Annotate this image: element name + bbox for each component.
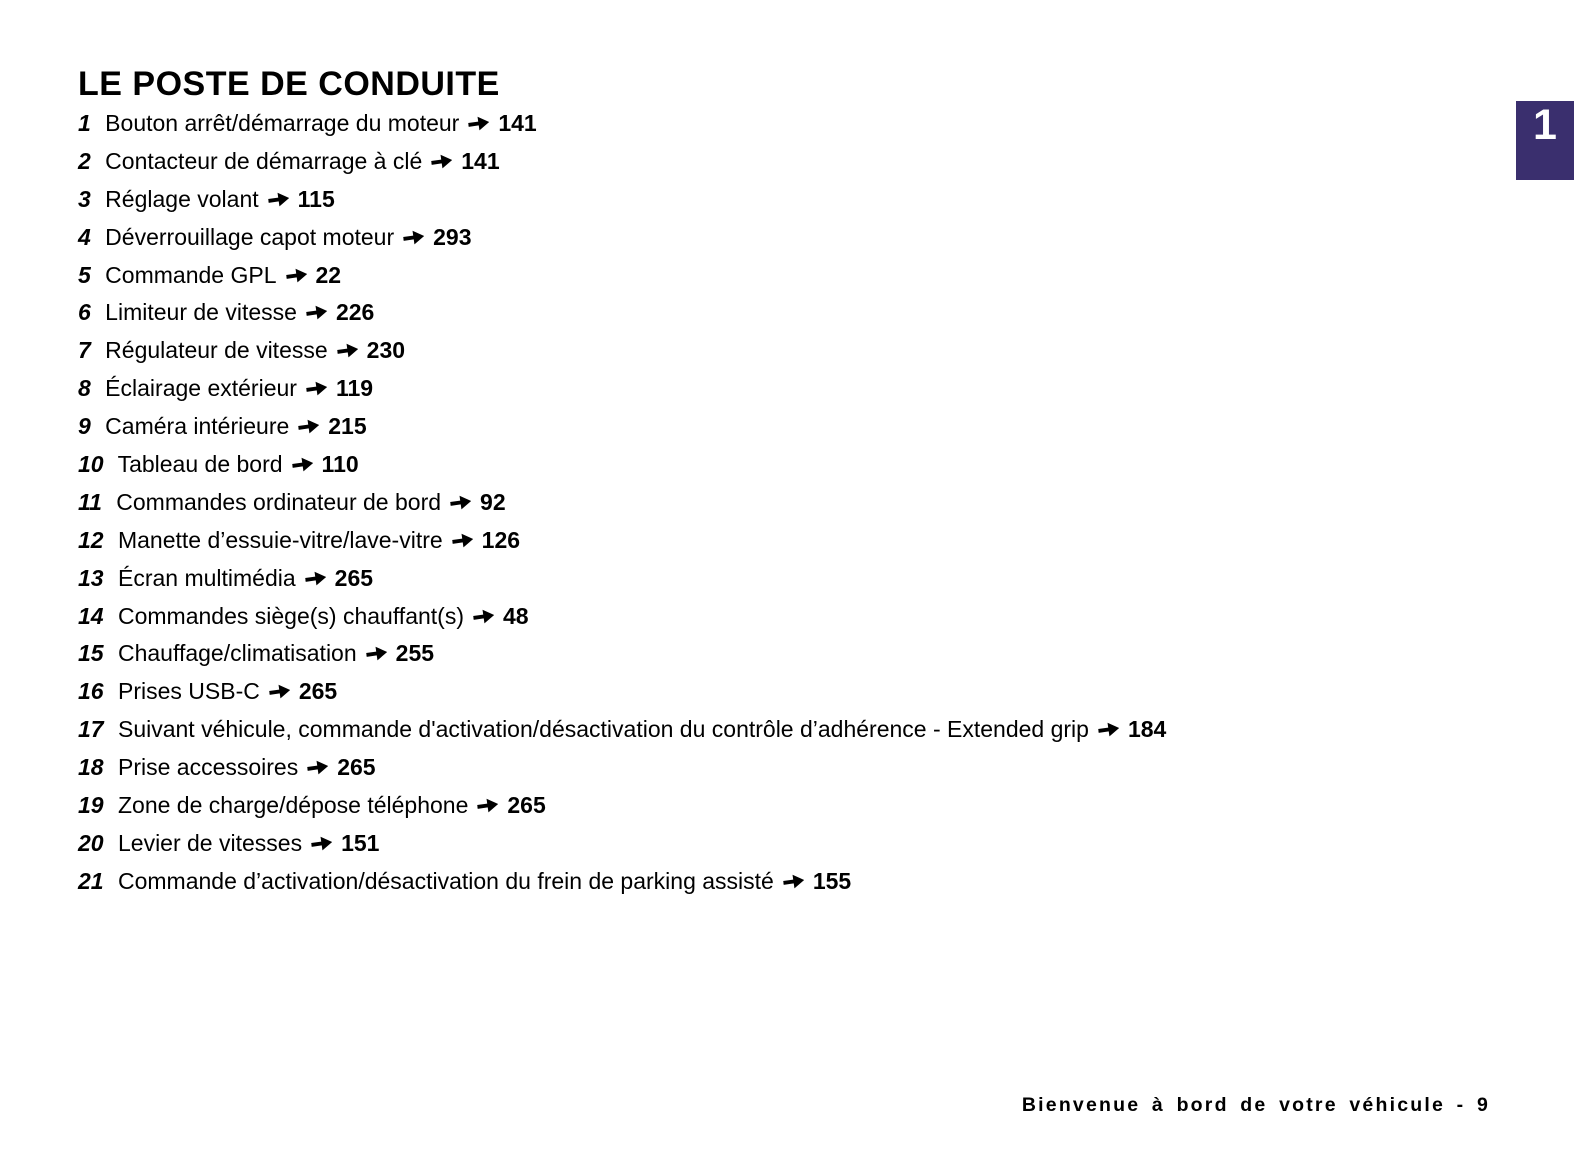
arrow-right-icon (476, 795, 499, 817)
item-number: 3 (78, 185, 91, 212)
list-item (78, 219, 1166, 257)
item-label: Manette d’essuie-vitre/lave-vitre (111, 526, 443, 553)
arrow-right-icon (430, 151, 453, 173)
list-item (78, 294, 1166, 332)
item-label: Chauffage/climatisation (111, 640, 357, 667)
list-item (78, 484, 1166, 522)
item-label: Bouton arrêt/démarrage du moteur (98, 110, 460, 136)
item-number: 21 (78, 867, 104, 894)
list-item (78, 143, 1166, 181)
list-item (78, 446, 1166, 484)
item-page: 92 (480, 488, 506, 515)
item-page: 22 (315, 261, 342, 288)
item-number: 4 (78, 223, 91, 250)
item-page: 265 (507, 792, 546, 819)
item-page: 48 (502, 602, 529, 629)
item-page: 226 (335, 299, 375, 326)
list-item (78, 673, 1166, 711)
item-page: 115 (297, 185, 335, 212)
arrow-right-icon (472, 605, 495, 627)
arrow-right-icon (467, 113, 490, 135)
item-number: 2 (78, 147, 91, 174)
arrow-right-icon (451, 529, 474, 551)
list-item (78, 257, 1166, 295)
item-page: 184 (1127, 716, 1167, 743)
item-number: 9 (78, 413, 91, 440)
item-number: 15 (78, 640, 104, 667)
list-item (78, 408, 1166, 446)
item-page: 151 (341, 829, 380, 856)
item-number: 18 (78, 754, 104, 781)
arrow-right-icon (402, 226, 425, 248)
arrow-right-icon (306, 757, 329, 779)
list-item (78, 711, 1166, 749)
item-number: 17 (78, 716, 104, 743)
arrow-right-icon (336, 340, 359, 362)
list-item (78, 370, 1166, 408)
chapter-tab (1516, 101, 1574, 180)
item-page: 119 (335, 375, 374, 402)
arrow-right-icon (304, 567, 327, 589)
arrow-right-icon (1097, 719, 1120, 741)
arrow-right-icon (310, 833, 333, 855)
item-label: Tableau de bord (111, 451, 283, 478)
list-item (78, 787, 1166, 825)
item-number: 11 (78, 488, 102, 515)
item-number: 20 (78, 829, 104, 856)
item-number: 14 (78, 602, 104, 629)
item-page: 155 (812, 867, 852, 894)
arrow-right-icon (268, 681, 291, 703)
arrow-right-icon (267, 188, 290, 210)
item-number: 13 (78, 564, 104, 591)
item-label: Commandes siège(s) chauffant(s) (111, 602, 464, 629)
page-footer: Bienvenue à bord de votre véhicule - 9 (1021, 1094, 1490, 1116)
item-label: Limiteur de vitesse (98, 299, 297, 326)
list-item (78, 749, 1166, 787)
arrow-right-icon (291, 454, 314, 476)
item-page: 255 (395, 640, 435, 667)
item-page: 215 (328, 413, 367, 440)
item-page: 126 (481, 526, 521, 553)
item-label: Réglage volant (98, 185, 259, 212)
item-label: Commande d’activation/désactivation du frein de parking assisté (111, 867, 774, 894)
list-item (78, 105, 1166, 143)
list-item (78, 635, 1166, 673)
item-number: 10 (78, 451, 104, 478)
item-page: 141 (461, 147, 500, 174)
item-page: 265 (334, 564, 374, 591)
item-page: 265 (298, 678, 338, 705)
item-label: Caméra intérieure (98, 413, 290, 440)
item-number: 5 (78, 261, 91, 288)
item-number: 8 (78, 375, 91, 402)
item-label: Prise accessoires (111, 754, 299, 781)
item-number: 16 (78, 678, 104, 705)
list-item (78, 863, 1166, 901)
arrow-right-icon (365, 643, 388, 665)
controls-list (78, 105, 1166, 901)
item-label: Commandes ordinateur de bord (109, 488, 442, 515)
item-label: Écran multimédia (111, 564, 296, 591)
item-number: 7 (78, 337, 91, 364)
list-item (78, 181, 1166, 219)
item-number: 12 (78, 526, 104, 553)
item-page: 110 (321, 451, 359, 478)
item-label: Zone de charge/dépose téléphone (111, 792, 469, 819)
chapter-number: 1 (1533, 101, 1557, 149)
item-number: 19 (78, 792, 104, 819)
arrow-right-icon (297, 416, 320, 438)
item-page: 293 (433, 223, 472, 250)
item-page: 265 (337, 754, 376, 781)
arrow-right-icon (449, 492, 472, 514)
item-number: 1 (78, 110, 91, 136)
list-item (78, 522, 1166, 560)
list-item (78, 332, 1166, 370)
item-page: 230 (366, 337, 406, 364)
item-label: Prises USB-C (111, 678, 260, 705)
item-label: Déverrouillage capot moteur (98, 223, 395, 250)
arrow-right-icon (305, 378, 328, 400)
arrow-right-icon (782, 870, 805, 892)
item-label: Éclairage extérieur (98, 375, 297, 402)
item-label: Régulateur de vitesse (98, 337, 328, 364)
list-item (78, 825, 1166, 863)
list-item (78, 598, 1166, 636)
page-title: LE POSTE DE CONDUITE (78, 64, 500, 103)
item-number: 6 (78, 299, 91, 326)
item-label: Commande GPL (98, 261, 277, 288)
item-label: Contacteur de démarrage à clé (98, 147, 423, 174)
list-item (78, 560, 1166, 598)
item-label: Suivant véhicule, commande d'activation/désactivation du contrôle d’adhérence - Extended grip (111, 716, 1089, 743)
item-label: Levier de vitesses (111, 829, 303, 856)
arrow-right-icon (285, 264, 308, 286)
arrow-right-icon (305, 302, 328, 324)
item-page: 141 (498, 110, 537, 136)
